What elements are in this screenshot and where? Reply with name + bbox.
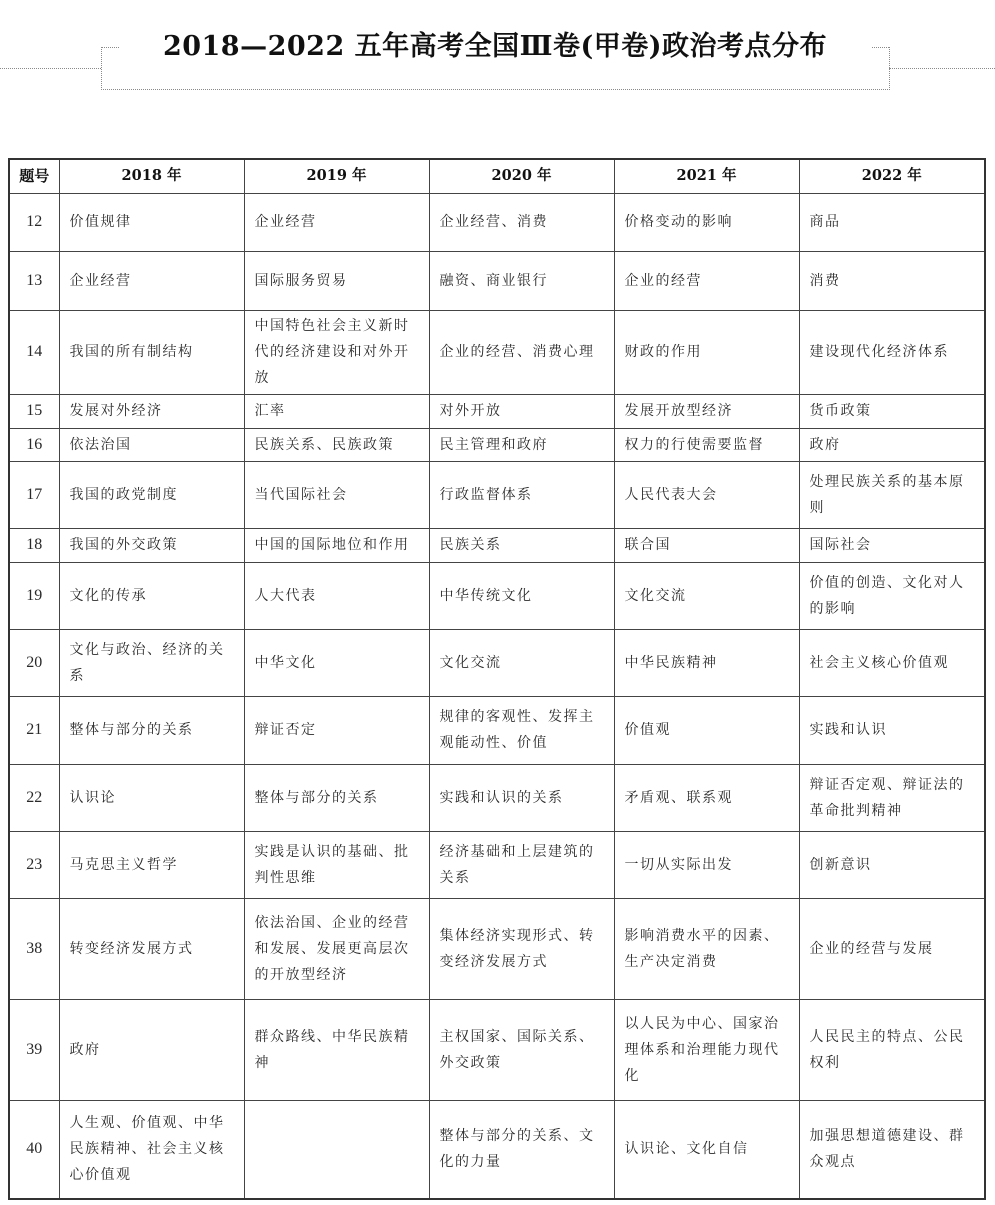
question-number-cell: 39	[9, 999, 59, 1100]
question-number-cell: 22	[9, 764, 59, 831]
topic-cell-2020: 主权国家、国际关系、外交政策	[429, 999, 614, 1100]
table-row	[9, 528, 985, 562]
topic-cell-2019	[244, 1100, 429, 1199]
question-number-cell: 13	[9, 251, 59, 310]
header-year-2021: 2021 年	[614, 159, 799, 193]
topic-cell-2022: 实践和认识	[799, 696, 985, 764]
topic-cell-2021: 发展开放型经济	[614, 394, 799, 428]
topic-cell-2021: 价值观	[614, 696, 799, 764]
topic-cell-2022: 商品	[799, 193, 985, 251]
topic-cell-2020: 行政监督体系	[429, 461, 614, 528]
topic-cell-2018: 政府	[59, 999, 244, 1100]
table-row	[9, 310, 985, 394]
topic-cell-2018: 企业经营	[59, 251, 244, 310]
topic-cell-2022: 国际社会	[799, 528, 985, 562]
question-number-cell: 19	[9, 562, 59, 629]
topic-cell-2018: 人生观、价值观、中华民族精神、社会主义核心价值观	[59, 1100, 244, 1199]
header-year-2020: 2020 年	[429, 159, 614, 193]
header-question-number: 题号	[9, 159, 59, 193]
table-row	[9, 394, 985, 428]
title-divider-right	[889, 68, 995, 69]
title-frame-edge	[101, 47, 119, 48]
table-row	[9, 428, 985, 461]
topic-cell-2022: 政府	[799, 428, 985, 461]
question-number-cell: 21	[9, 696, 59, 764]
topic-cell-2018: 依法治国	[59, 428, 244, 461]
topic-cell-2020: 实践和认识的关系	[429, 764, 614, 831]
topic-cell-2020: 中华传统文化	[429, 562, 614, 629]
question-number-cell: 15	[9, 394, 59, 428]
topic-cell-2021: 价格变动的影响	[614, 193, 799, 251]
table-row	[9, 999, 985, 1100]
topic-cell-2019: 中华文化	[244, 629, 429, 696]
table-row	[9, 629, 985, 696]
topic-cell-2020: 对外开放	[429, 394, 614, 428]
table-row	[9, 193, 985, 251]
topic-cell-2018: 发展对外经济	[59, 394, 244, 428]
topic-cell-2021: 联合国	[614, 528, 799, 562]
topic-cell-2019: 辩证否定	[244, 696, 429, 764]
topic-cell-2022: 消费	[799, 251, 985, 310]
table-row	[9, 764, 985, 831]
topic-cell-2020: 整体与部分的关系、文化的力量	[429, 1100, 614, 1199]
topic-cell-2021: 认识论、文化自信	[614, 1100, 799, 1199]
topic-cell-2021: 一切从实际出发	[614, 831, 799, 898]
topic-cell-2019: 国际服务贸易	[244, 251, 429, 310]
topic-cell-2019: 群众路线、中华民族精神	[244, 999, 429, 1100]
topic-cell-2021: 人民代表大会	[614, 461, 799, 528]
topic-cell-2018: 我国的政党制度	[59, 461, 244, 528]
topic-cell-2021: 影响消费水平的因素、生产决定消费	[614, 898, 799, 999]
title-divider-left	[0, 68, 101, 69]
topic-cell-2022: 人民民主的特点、公民权利	[799, 999, 985, 1100]
topic-cell-2018: 整体与部分的关系	[59, 696, 244, 764]
topic-cell-2020: 融资、商业银行	[429, 251, 614, 310]
topic-cell-2019: 企业经营	[244, 193, 429, 251]
topic-cell-2020: 民主管理和政府	[429, 428, 614, 461]
topic-cell-2018: 价值规律	[59, 193, 244, 251]
topic-cell-2019: 整体与部分的关系	[244, 764, 429, 831]
topic-cell-2020: 文化交流	[429, 629, 614, 696]
page-title: 2018—2022 五年高考全国Ⅲ卷(甲卷)政治考点分布	[119, 28, 871, 66]
topic-cell-2021: 中华民族精神	[614, 629, 799, 696]
table-row	[9, 562, 985, 629]
topic-cell-2021: 企业的经营	[614, 251, 799, 310]
topic-cell-2021: 文化交流	[614, 562, 799, 629]
table-row	[9, 251, 985, 310]
question-number-cell: 18	[9, 528, 59, 562]
topic-cell-2020: 民族关系	[429, 528, 614, 562]
topic-cell-2019: 实践是认识的基础、批判性思维	[244, 831, 429, 898]
table-header-row	[9, 159, 985, 193]
topic-cell-2021: 权力的行使需要监督	[614, 428, 799, 461]
header-year-2019: 2019 年	[244, 159, 429, 193]
table-row	[9, 831, 985, 898]
topic-cell-2019: 依法治国、企业的经营和发展、发展更高层次的开放型经济	[244, 898, 429, 999]
topic-cell-2018: 转变经济发展方式	[59, 898, 244, 999]
header-year-2018: 2018 年	[59, 159, 244, 193]
topic-cell-2020: 企业的经营、消费心理	[429, 310, 614, 394]
question-number-cell: 23	[9, 831, 59, 898]
topic-cell-2020: 经济基础和上层建筑的关系	[429, 831, 614, 898]
topic-cell-2018: 马克思主义哲学	[59, 831, 244, 898]
header-year-2022: 2022 年	[799, 159, 985, 193]
topic-cell-2019: 民族关系、民族政策	[244, 428, 429, 461]
topic-cell-2020: 企业经营、消费	[429, 193, 614, 251]
topic-cell-2018: 文化与政治、经济的关系	[59, 629, 244, 696]
topic-cell-2022: 建设现代化经济体系	[799, 310, 985, 394]
question-number-cell: 38	[9, 898, 59, 999]
title-frame-edge	[872, 47, 889, 48]
topic-cell-2020: 规律的客观性、发挥主观能动性、价值	[429, 696, 614, 764]
question-number-cell: 14	[9, 310, 59, 394]
question-number-cell: 40	[9, 1100, 59, 1199]
table-row	[9, 1100, 985, 1199]
topic-cell-2021: 财政的作用	[614, 310, 799, 394]
question-number-cell: 20	[9, 629, 59, 696]
table-row	[9, 898, 985, 999]
topic-cell-2022: 处理民族关系的基本原则	[799, 461, 985, 528]
topic-cell-2021: 矛盾观、联系观	[614, 764, 799, 831]
exam-points-table	[8, 158, 986, 1200]
topic-cell-2022: 加强思想道德建设、群众观点	[799, 1100, 985, 1199]
topic-cell-2022: 企业的经营与发展	[799, 898, 985, 999]
question-number-cell: 12	[9, 193, 59, 251]
topic-cell-2018: 我国的外交政策	[59, 528, 244, 562]
topic-cell-2020: 集体经济实现形式、转变经济发展方式	[429, 898, 614, 999]
topic-cell-2019: 人大代表	[244, 562, 429, 629]
table-row	[9, 461, 985, 528]
table-row	[9, 696, 985, 764]
topic-cell-2022: 创新意识	[799, 831, 985, 898]
topic-cell-2018: 文化的传承	[59, 562, 244, 629]
topic-cell-2019: 中国特色社会主义新时代的经济建设和对外开放	[244, 310, 429, 394]
topic-cell-2019: 当代国际社会	[244, 461, 429, 528]
topic-cell-2018: 我国的所有制结构	[59, 310, 244, 394]
topic-cell-2022: 货币政策	[799, 394, 985, 428]
topic-cell-2019: 中国的国际地位和作用	[244, 528, 429, 562]
topic-cell-2021: 以人民为中心、国家治理体系和治理能力现代化	[614, 999, 799, 1100]
topic-cell-2018: 认识论	[59, 764, 244, 831]
topic-cell-2019: 汇率	[244, 394, 429, 428]
question-number-cell: 17	[9, 461, 59, 528]
question-number-cell: 16	[9, 428, 59, 461]
topic-cell-2022: 社会主义核心价值观	[799, 629, 985, 696]
topic-cell-2022: 辩证否定观、辩证法的革命批判精神	[799, 764, 985, 831]
topic-cell-2022: 价值的创造、文化对人的影响	[799, 562, 985, 629]
